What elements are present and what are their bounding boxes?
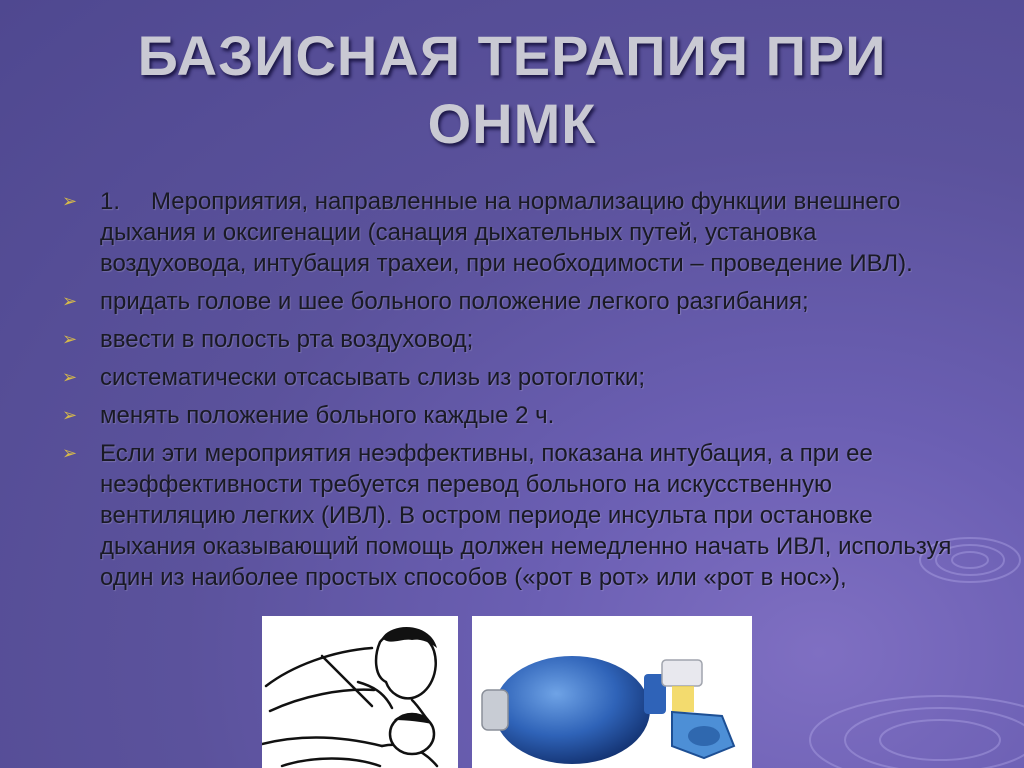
bullet-item (62, 400, 962, 431)
arrow-bullet-icon: ➢ (62, 443, 78, 463)
bullet-text: придать голове и шее больного положение легкого разгибания; (100, 288, 809, 315)
mouth-to-mouth-illustration (262, 616, 458, 768)
slide-title-line-1: БАЗИСНАЯ ТЕРАПИЯ ПРИ (137, 24, 887, 87)
ambu-bag-drawing (472, 616, 752, 768)
arrow-bullet-icon: ➢ (62, 367, 78, 387)
bullet-item (62, 438, 962, 593)
mouth-to-mouth-drawing (262, 616, 458, 768)
slide-title (0, 22, 1024, 158)
arrow-bullet-icon: ➢ (62, 329, 78, 349)
bullet-text: менять положение больного каждые 2 ч. (100, 402, 555, 429)
arrow-bullet-icon: ➢ (62, 191, 78, 211)
bullet-list (62, 186, 962, 600)
arrow-bullet-icon: ➢ (62, 405, 78, 425)
bullet-text: систематически отсасывать слизь из ротоглотки; (100, 364, 646, 391)
bullet-item (62, 286, 962, 317)
bullet-item (62, 324, 962, 355)
slide-title-line-2: ОНМК (427, 92, 597, 155)
bullet-text-content: Мероприятия, направленные на нормализацию функции внешнего дыхания и оксигенации (санация дыхательных путей, установка воздуховода, интубация трахеи, при необходимости – проведение ИВЛ). (100, 188, 913, 277)
bullet-text: ввести в полость рта воздуховод; (100, 326, 474, 353)
bullet-text: Если эти мероприятия неэффективны, показана интубация, а при ее неэффективности требуется перевод больного на искусственную вентиляцию легких (ИВЛ). В остром периоде инсульта при остановке дыхания оказывающий помощь должен немедленно начать ИВЛ, используя один из наиболее простых способов («рот в рот» или «рот в нос»), (100, 440, 952, 591)
bullet-number: 1. (100, 188, 121, 215)
arrow-bullet-icon: ➢ (62, 291, 78, 311)
ambu-bag-photo (472, 616, 752, 768)
bullet-text (100, 186, 962, 279)
bullet-item (62, 186, 962, 279)
bullet-item (62, 362, 962, 393)
